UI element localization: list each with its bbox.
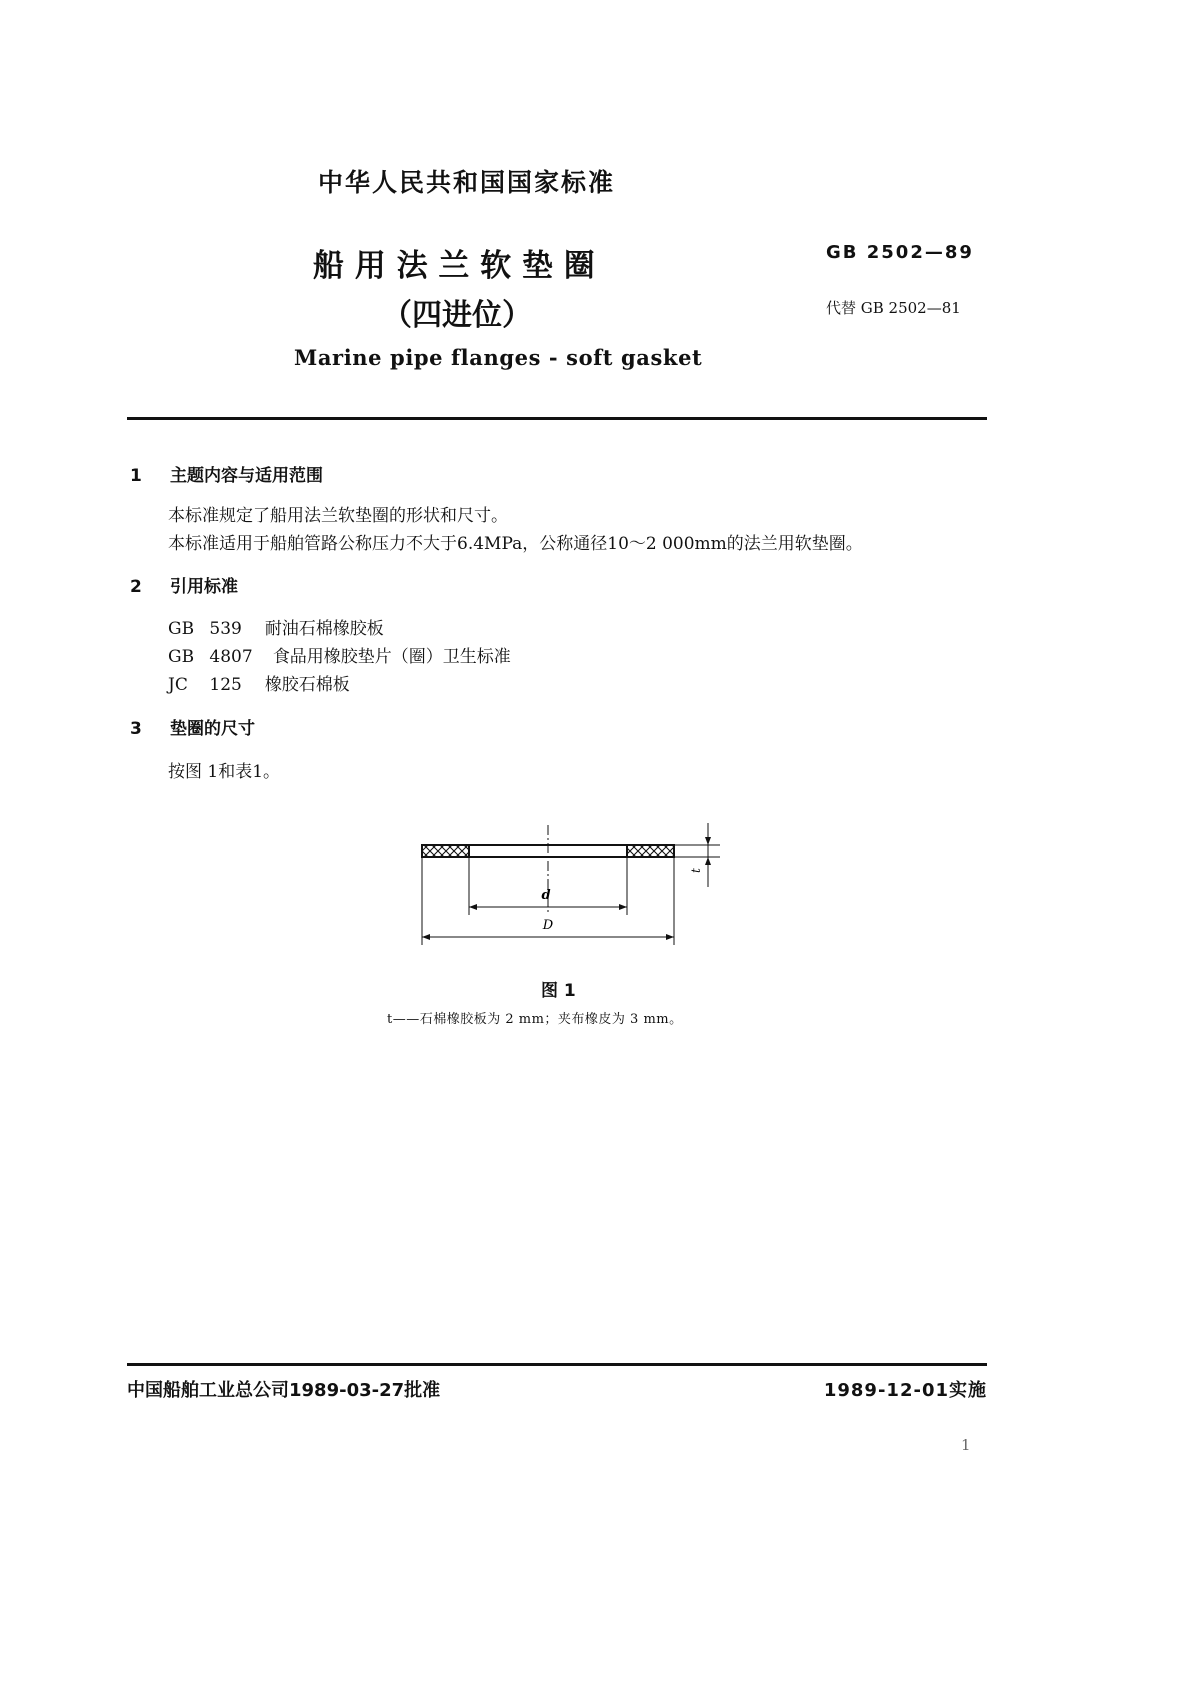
reference-item	[168, 614, 384, 639]
reference-name: 耐油石棉橡胶板	[264, 619, 384, 639]
footer-divider	[127, 1363, 987, 1366]
reference-name: 橡胶石棉板	[264, 675, 350, 695]
document-title-en: Marine pipe flanges - soft gasket	[294, 345, 703, 370]
reference-code: GB	[168, 619, 195, 639]
thickness-label: t	[689, 868, 703, 873]
dimension-arrow	[469, 904, 477, 910]
section-2-number: 2	[130, 577, 142, 597]
reference-code: JC	[168, 675, 188, 695]
section-1-paragraph-1: 本标准规定了船用法兰软垫圈的形状和尺寸。	[168, 506, 508, 526]
page-number: 1	[961, 1436, 971, 1454]
reference-code: GB	[168, 647, 195, 667]
dimension-arrow	[666, 934, 674, 940]
inner-diameter-label: d	[541, 888, 551, 903]
header-divider	[127, 417, 987, 420]
section-3-heading	[130, 714, 255, 739]
reference-name: 食品用橡胶垫片（圈）卫生标准	[272, 647, 511, 667]
document-subtitle-cn: （四进位）	[382, 298, 532, 333]
outer-diameter-label: D	[542, 918, 554, 933]
section-2-heading	[130, 572, 238, 597]
dimension-arrow	[705, 857, 711, 865]
section-3-title: 垫圈的尺寸	[170, 719, 255, 739]
gasket-drawing	[410, 815, 730, 960]
figure-caption: 图 1	[541, 981, 576, 1001]
figure-note: t——石棉橡胶板为 2 mm；夹布橡皮为 3 mm。	[387, 1012, 683, 1027]
dimension-arrow	[422, 934, 430, 940]
replaces-standard: 代替 GB 2502—81	[826, 299, 961, 317]
approval-statement: 中国船舶工业总公司1989-03-27批准	[127, 1380, 441, 1401]
section-1-title: 主题内容与适用范围	[170, 466, 323, 486]
section-1-number: 1	[130, 466, 142, 486]
gasket-section-right	[627, 845, 674, 857]
section-2-title: 引用标准	[170, 577, 238, 597]
dimension-arrow	[619, 904, 627, 910]
reference-number: 4807	[209, 647, 253, 667]
section-3-number: 3	[130, 719, 142, 739]
reference-number: 539	[209, 619, 242, 639]
reference-number: 125	[209, 675, 242, 695]
reference-item	[168, 642, 511, 667]
section-1-heading	[130, 461, 323, 486]
dimension-arrow	[705, 837, 711, 845]
country-standard-heading: 中华人民共和国国家标准	[318, 168, 616, 197]
document-title-cn: 船 用 法 兰 软 垫 圈	[313, 248, 595, 284]
standard-number: GB 2502—89	[826, 242, 974, 263]
effective-date: 1989-12-01实施	[823, 1380, 987, 1401]
reference-item	[168, 670, 350, 695]
section-1-paragraph-2: 本标准适用于船舶管路公称压力不大于6.4MPa，公称通径10～2 000mm的法兰用软垫圈。	[168, 534, 863, 554]
gasket-section-left	[422, 845, 469, 857]
section-3-paragraph: 按图 1和表1。	[168, 762, 281, 782]
